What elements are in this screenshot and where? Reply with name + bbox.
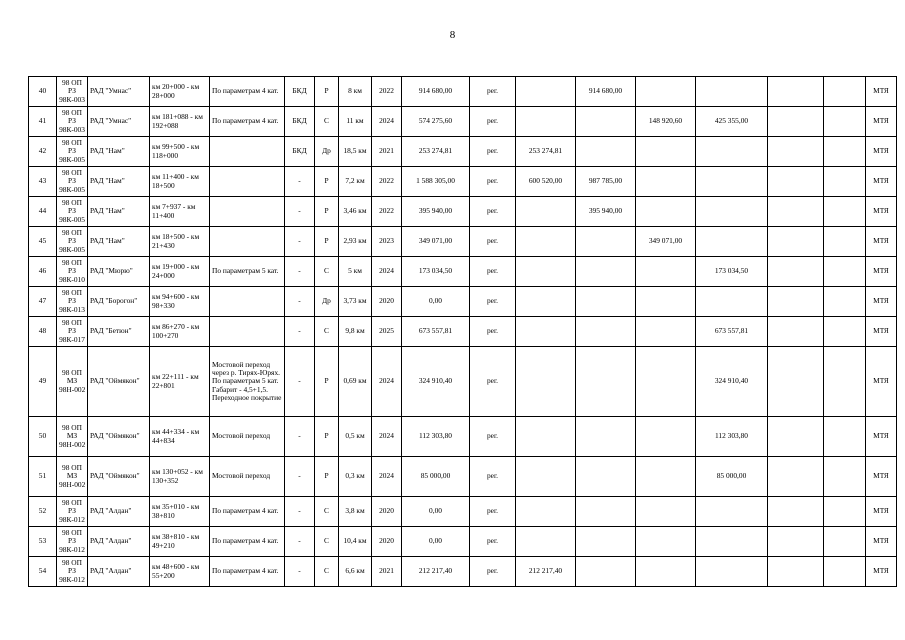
- surface-type-cell: -: [285, 317, 315, 347]
- page-number: 8: [449, 29, 456, 41]
- road-code-cell: 98 ОП МЗ 98Н-002: [57, 347, 88, 417]
- amount-2025-cell: [768, 287, 824, 317]
- amount-extra-cell: [824, 497, 866, 527]
- work-description-cell: По параметрам 4 кат.: [210, 77, 285, 107]
- work-description-cell: [210, 317, 285, 347]
- amount-2021-cell: 253 274,81: [516, 137, 576, 167]
- length-cell: 7,2 км: [339, 167, 372, 197]
- amount-extra-cell: [824, 257, 866, 287]
- amount-extra-cell: [824, 77, 866, 107]
- total-amount-cell: 574 275,60: [402, 107, 470, 137]
- amount-extra-cell: [824, 227, 866, 257]
- year-cell: 2020: [372, 527, 402, 557]
- organization-cell: РАД "Бетюн": [88, 317, 150, 347]
- amount-2023-cell: [636, 287, 696, 317]
- amount-2021-cell: [516, 527, 576, 557]
- road-code-cell: 98 ОП РЗ 98К-017: [57, 317, 88, 347]
- owner-cell: МТЯ: [866, 107, 897, 137]
- amount-2022-cell: [576, 417, 636, 457]
- owner-cell: МТЯ: [866, 557, 897, 587]
- amount-2025-cell: [768, 227, 824, 257]
- surface-type-cell: -: [285, 527, 315, 557]
- work-category-cell: Р: [315, 227, 339, 257]
- funding-source-cell: рег.: [470, 197, 516, 227]
- road-code-cell: 98 ОП РЗ 98К-005: [57, 137, 88, 167]
- work-category-cell: Р: [315, 457, 339, 497]
- amount-2022-cell: [576, 227, 636, 257]
- surface-type-cell: -: [285, 557, 315, 587]
- amount-2021-cell: [516, 227, 576, 257]
- road-code-cell: 98 ОП РЗ 98К-003: [57, 77, 88, 107]
- amount-2024-cell: [696, 287, 768, 317]
- amount-extra-cell: [824, 557, 866, 587]
- organization-cell: РАД "Оймякон": [88, 347, 150, 417]
- table-row: [29, 197, 897, 227]
- work-description-cell: По параметрам 4 кат.: [210, 527, 285, 557]
- length-cell: 6,6 км: [339, 557, 372, 587]
- amount-2022-cell: [576, 137, 636, 167]
- length-cell: 2,93 км: [339, 227, 372, 257]
- organization-cell: РАД "Нам": [88, 167, 150, 197]
- km-range-cell: км 48+600 - км 55+200: [150, 557, 210, 587]
- table-row: [29, 347, 897, 417]
- table-body: [29, 77, 897, 587]
- total-amount-cell: 173 034,50: [402, 257, 470, 287]
- amount-2023-cell: [636, 137, 696, 167]
- work-description-cell: По параметрам 4 кат.: [210, 557, 285, 587]
- funding-source-cell: рег.: [470, 227, 516, 257]
- km-range-cell: км 130+052 - км 130+352: [150, 457, 210, 497]
- table-row: [29, 417, 897, 457]
- length-cell: 0,3 км: [339, 457, 372, 497]
- amount-2021-cell: [516, 77, 576, 107]
- road-code-cell: 98 ОП РЗ 98К-005: [57, 197, 88, 227]
- organization-cell: РАД "Алдан": [88, 527, 150, 557]
- total-amount-cell: 324 910,40: [402, 347, 470, 417]
- work-category-cell: Р: [315, 77, 339, 107]
- table-row: [29, 457, 897, 497]
- amount-2023-cell: 349 071,00: [636, 227, 696, 257]
- owner-cell: МТЯ: [866, 287, 897, 317]
- length-cell: 3,73 км: [339, 287, 372, 317]
- owner-cell: МТЯ: [866, 347, 897, 417]
- row-number-cell: 47: [29, 287, 57, 317]
- work-description-cell: По параметрам 5 кат.: [210, 257, 285, 287]
- road-code-cell: 98 ОП РЗ 98К-012: [57, 527, 88, 557]
- row-number-cell: 42: [29, 137, 57, 167]
- table-row: [29, 287, 897, 317]
- amount-2025-cell: [768, 107, 824, 137]
- year-cell: 2024: [372, 107, 402, 137]
- road-code-cell: 98 ОП РЗ 98К-013: [57, 287, 88, 317]
- year-cell: 2024: [372, 347, 402, 417]
- surface-type-cell: БКД: [285, 107, 315, 137]
- funding-source-cell: рег.: [470, 137, 516, 167]
- row-number-cell: 48: [29, 317, 57, 347]
- total-amount-cell: 0,00: [402, 497, 470, 527]
- funding-source-cell: рег.: [470, 497, 516, 527]
- row-number-cell: 40: [29, 77, 57, 107]
- total-amount-cell: 0,00: [402, 527, 470, 557]
- work-description-cell: [210, 227, 285, 257]
- amount-2024-cell: 425 355,00: [696, 107, 768, 137]
- row-number-cell: 53: [29, 527, 57, 557]
- amount-2024-cell: 112 303,80: [696, 417, 768, 457]
- table-row: [29, 137, 897, 167]
- owner-cell: МТЯ: [866, 197, 897, 227]
- funding-source-cell: рег.: [470, 77, 516, 107]
- organization-cell: РАД "Оймякон": [88, 457, 150, 497]
- work-category-cell: Р: [315, 197, 339, 227]
- road-code-cell: 98 ОП РЗ 98К-005: [57, 227, 88, 257]
- total-amount-cell: 112 303,80: [402, 417, 470, 457]
- amount-2021-cell: [516, 107, 576, 137]
- work-description-cell: Мостовой переход через р. Тирях-Юрях. По параметрам 5 кат. Габарит - 4,5+1,5. Переходное покрытие: [210, 347, 285, 417]
- funding-source-cell: рег.: [470, 317, 516, 347]
- table-row: [29, 557, 897, 587]
- table-row: [29, 227, 897, 257]
- amount-2022-cell: [576, 497, 636, 527]
- amount-2025-cell: [768, 257, 824, 287]
- amount-2021-cell: [516, 457, 576, 497]
- km-range-cell: км 18+500 - км 21+430: [150, 227, 210, 257]
- organization-cell: РАД "Умнас": [88, 77, 150, 107]
- amount-2023-cell: 148 920,60: [636, 107, 696, 137]
- length-cell: 9,8 км: [339, 317, 372, 347]
- work-description-cell: По параметрам 4 кат.: [210, 497, 285, 527]
- table-row: [29, 527, 897, 557]
- amount-2024-cell: [696, 197, 768, 227]
- amount-2022-cell: [576, 457, 636, 497]
- row-number-cell: 44: [29, 197, 57, 227]
- total-amount-cell: 395 940,00: [402, 197, 470, 227]
- work-category-cell: С: [315, 557, 339, 587]
- work-description-cell: Мостовой переход: [210, 457, 285, 497]
- amount-2025-cell: [768, 527, 824, 557]
- work-description-cell: [210, 287, 285, 317]
- work-category-cell: С: [315, 317, 339, 347]
- total-amount-cell: 212 217,40: [402, 557, 470, 587]
- road-code-cell: 98 ОП РЗ 98К-012: [57, 557, 88, 587]
- work-category-cell: С: [315, 107, 339, 137]
- organization-cell: РАД "Нам": [88, 227, 150, 257]
- year-cell: 2020: [372, 497, 402, 527]
- amount-2024-cell: [696, 227, 768, 257]
- row-number-cell: 50: [29, 417, 57, 457]
- owner-cell: МТЯ: [866, 527, 897, 557]
- amount-2025-cell: [768, 457, 824, 497]
- surface-type-cell: -: [285, 497, 315, 527]
- surface-type-cell: -: [285, 227, 315, 257]
- road-works-table: [28, 76, 897, 587]
- amount-2024-cell: 173 034,50: [696, 257, 768, 287]
- owner-cell: МТЯ: [866, 257, 897, 287]
- km-range-cell: км 181+088 - км 192+088: [150, 107, 210, 137]
- year-cell: 2022: [372, 167, 402, 197]
- organization-cell: РАД "Нам": [88, 197, 150, 227]
- year-cell: 2021: [372, 137, 402, 167]
- km-range-cell: км 44+334 - км 44+834: [150, 417, 210, 457]
- work-description-cell: [210, 197, 285, 227]
- km-range-cell: км 22+111 - км 22+801: [150, 347, 210, 417]
- amount-2021-cell: [516, 317, 576, 347]
- amount-extra-cell: [824, 107, 866, 137]
- amount-2023-cell: [636, 77, 696, 107]
- amount-2021-cell: [516, 347, 576, 417]
- amount-2025-cell: [768, 317, 824, 347]
- km-range-cell: км 7+937 - км 11+400: [150, 197, 210, 227]
- amount-2022-cell: [576, 287, 636, 317]
- length-cell: 11 км: [339, 107, 372, 137]
- amount-2025-cell: [768, 347, 824, 417]
- funding-source-cell: рег.: [470, 417, 516, 457]
- work-category-cell: Р: [315, 417, 339, 457]
- work-category-cell: Р: [315, 167, 339, 197]
- amount-2023-cell: [636, 197, 696, 227]
- amount-2023-cell: [636, 347, 696, 417]
- table-row: [29, 107, 897, 137]
- amount-extra-cell: [824, 287, 866, 317]
- table-row: [29, 317, 897, 347]
- funding-source-cell: рег.: [470, 527, 516, 557]
- row-number-cell: 43: [29, 167, 57, 197]
- work-category-cell: Др: [315, 137, 339, 167]
- amount-2021-cell: [516, 417, 576, 457]
- organization-cell: РАД "Умнас": [88, 107, 150, 137]
- amount-2021-cell: [516, 287, 576, 317]
- amount-extra-cell: [824, 167, 866, 197]
- amount-2023-cell: [636, 497, 696, 527]
- surface-type-cell: БКД: [285, 77, 315, 107]
- funding-source-cell: рег.: [470, 457, 516, 497]
- road-code-cell: 98 ОП РЗ 98К-005: [57, 167, 88, 197]
- amount-2021-cell: [516, 497, 576, 527]
- km-range-cell: км 94+600 - км 98+330: [150, 287, 210, 317]
- amount-2025-cell: [768, 137, 824, 167]
- row-number-cell: 52: [29, 497, 57, 527]
- length-cell: 3,8 км: [339, 497, 372, 527]
- work-category-cell: С: [315, 257, 339, 287]
- funding-source-cell: рег.: [470, 347, 516, 417]
- amount-extra-cell: [824, 417, 866, 457]
- km-range-cell: км 19+000 - км 24+000: [150, 257, 210, 287]
- funding-source-cell: рег.: [470, 257, 516, 287]
- amount-2025-cell: [768, 557, 824, 587]
- funding-source-cell: рег.: [470, 167, 516, 197]
- work-description-cell: Мостовой переход: [210, 417, 285, 457]
- road-code-cell: 98 ОП МЗ 98Н-002: [57, 417, 88, 457]
- amount-2024-cell: [696, 527, 768, 557]
- road-code-cell: 98 ОП РЗ 98К-010: [57, 257, 88, 287]
- total-amount-cell: 253 274,81: [402, 137, 470, 167]
- amount-2021-cell: 212 217,40: [516, 557, 576, 587]
- amount-2023-cell: [636, 167, 696, 197]
- work-description-cell: По параметрам 4 кат.: [210, 107, 285, 137]
- amount-2023-cell: [636, 417, 696, 457]
- amount-extra-cell: [824, 457, 866, 497]
- amount-2022-cell: [576, 557, 636, 587]
- surface-type-cell: -: [285, 457, 315, 497]
- table-row: [29, 77, 897, 107]
- amount-2022-cell: 987 785,00: [576, 167, 636, 197]
- length-cell: 18,5 км: [339, 137, 372, 167]
- length-cell: 8 км: [339, 77, 372, 107]
- row-number-cell: 51: [29, 457, 57, 497]
- work-category-cell: Др: [315, 287, 339, 317]
- total-amount-cell: 0,00: [402, 287, 470, 317]
- amount-2022-cell: [576, 347, 636, 417]
- owner-cell: МТЯ: [866, 417, 897, 457]
- amount-2023-cell: [636, 527, 696, 557]
- year-cell: 2025: [372, 317, 402, 347]
- amount-2025-cell: [768, 497, 824, 527]
- km-range-cell: км 99+500 - км 118+000: [150, 137, 210, 167]
- amount-2024-cell: 85 000,00: [696, 457, 768, 497]
- year-cell: 2024: [372, 257, 402, 287]
- row-number-cell: 41: [29, 107, 57, 137]
- owner-cell: МТЯ: [866, 137, 897, 167]
- row-number-cell: 45: [29, 227, 57, 257]
- amount-2024-cell: 324 910,40: [696, 347, 768, 417]
- length-cell: 5 км: [339, 257, 372, 287]
- owner-cell: МТЯ: [866, 317, 897, 347]
- amount-2022-cell: 914 680,00: [576, 77, 636, 107]
- organization-cell: РАД "Борогон": [88, 287, 150, 317]
- km-range-cell: км 35+010 - км 38+810: [150, 497, 210, 527]
- owner-cell: МТЯ: [866, 227, 897, 257]
- amount-2022-cell: [576, 257, 636, 287]
- amount-2024-cell: [696, 167, 768, 197]
- work-category-cell: С: [315, 527, 339, 557]
- road-code-cell: 98 ОП РЗ 98К-003: [57, 107, 88, 137]
- work-description-cell: [210, 167, 285, 197]
- amount-2021-cell: 600 520,00: [516, 167, 576, 197]
- funding-source-cell: рег.: [470, 287, 516, 317]
- length-cell: 0,69 км: [339, 347, 372, 417]
- funding-source-cell: рег.: [470, 557, 516, 587]
- amount-2025-cell: [768, 167, 824, 197]
- year-cell: 2024: [372, 417, 402, 457]
- road-code-cell: 98 ОП РЗ 98К-012: [57, 497, 88, 527]
- surface-type-cell: -: [285, 197, 315, 227]
- length-cell: 0,5 км: [339, 417, 372, 457]
- amount-extra-cell: [824, 317, 866, 347]
- total-amount-cell: 914 680,00: [402, 77, 470, 107]
- amount-extra-cell: [824, 347, 866, 417]
- amount-2022-cell: [576, 527, 636, 557]
- row-number-cell: 46: [29, 257, 57, 287]
- organization-cell: РАД "Нам": [88, 137, 150, 167]
- year-cell: 2022: [372, 77, 402, 107]
- amount-2024-cell: 673 557,81: [696, 317, 768, 347]
- organization-cell: РАД "Алдан": [88, 497, 150, 527]
- amount-2022-cell: [576, 317, 636, 347]
- amount-2023-cell: [636, 317, 696, 347]
- amount-extra-cell: [824, 527, 866, 557]
- surface-type-cell: -: [285, 167, 315, 197]
- km-range-cell: км 11+400 - км 18+500: [150, 167, 210, 197]
- amount-2023-cell: [636, 557, 696, 587]
- amount-2024-cell: [696, 137, 768, 167]
- owner-cell: МТЯ: [866, 457, 897, 497]
- surface-type-cell: -: [285, 287, 315, 317]
- total-amount-cell: 1 588 305,00: [402, 167, 470, 197]
- organization-cell: РАД "Оймякон": [88, 417, 150, 457]
- amount-2021-cell: [516, 257, 576, 287]
- year-cell: 2024: [372, 457, 402, 497]
- organization-cell: РАД "Мюрю": [88, 257, 150, 287]
- amount-2024-cell: [696, 77, 768, 107]
- table-row: [29, 257, 897, 287]
- row-number-cell: 49: [29, 347, 57, 417]
- surface-type-cell: -: [285, 347, 315, 417]
- length-cell: 10,4 км: [339, 527, 372, 557]
- amount-2025-cell: [768, 417, 824, 457]
- owner-cell: МТЯ: [866, 497, 897, 527]
- surface-type-cell: -: [285, 257, 315, 287]
- total-amount-cell: 673 557,81: [402, 317, 470, 347]
- amount-2024-cell: [696, 497, 768, 527]
- work-category-cell: С: [315, 497, 339, 527]
- row-number-cell: 54: [29, 557, 57, 587]
- table-row: [29, 167, 897, 197]
- year-cell: 2021: [372, 557, 402, 587]
- amount-2022-cell: [576, 107, 636, 137]
- km-range-cell: км 86+270 - км 100+270: [150, 317, 210, 347]
- table-row: [29, 497, 897, 527]
- owner-cell: МТЯ: [866, 77, 897, 107]
- year-cell: 2023: [372, 227, 402, 257]
- amount-2025-cell: [768, 77, 824, 107]
- amount-extra-cell: [824, 197, 866, 227]
- amount-2023-cell: [636, 257, 696, 287]
- km-range-cell: км 38+810 - км 49+210: [150, 527, 210, 557]
- owner-cell: МТЯ: [866, 167, 897, 197]
- road-code-cell: 98 ОП МЗ 98Н-002: [57, 457, 88, 497]
- total-amount-cell: 349 071,00: [402, 227, 470, 257]
- km-range-cell: км 20+000 - км 28+000: [150, 77, 210, 107]
- organization-cell: РАД "Алдан": [88, 557, 150, 587]
- work-description-cell: [210, 137, 285, 167]
- length-cell: 3,46 км: [339, 197, 372, 227]
- amount-2023-cell: [636, 457, 696, 497]
- amount-extra-cell: [824, 137, 866, 167]
- year-cell: 2020: [372, 287, 402, 317]
- surface-type-cell: -: [285, 417, 315, 457]
- amount-2024-cell: [696, 557, 768, 587]
- total-amount-cell: 85 000,00: [402, 457, 470, 497]
- funding-source-cell: рег.: [470, 107, 516, 137]
- year-cell: 2022: [372, 197, 402, 227]
- amount-2021-cell: [516, 197, 576, 227]
- amount-2025-cell: [768, 197, 824, 227]
- work-category-cell: Р: [315, 347, 339, 417]
- amount-2022-cell: 395 940,00: [576, 197, 636, 227]
- surface-type-cell: БКД: [285, 137, 315, 167]
